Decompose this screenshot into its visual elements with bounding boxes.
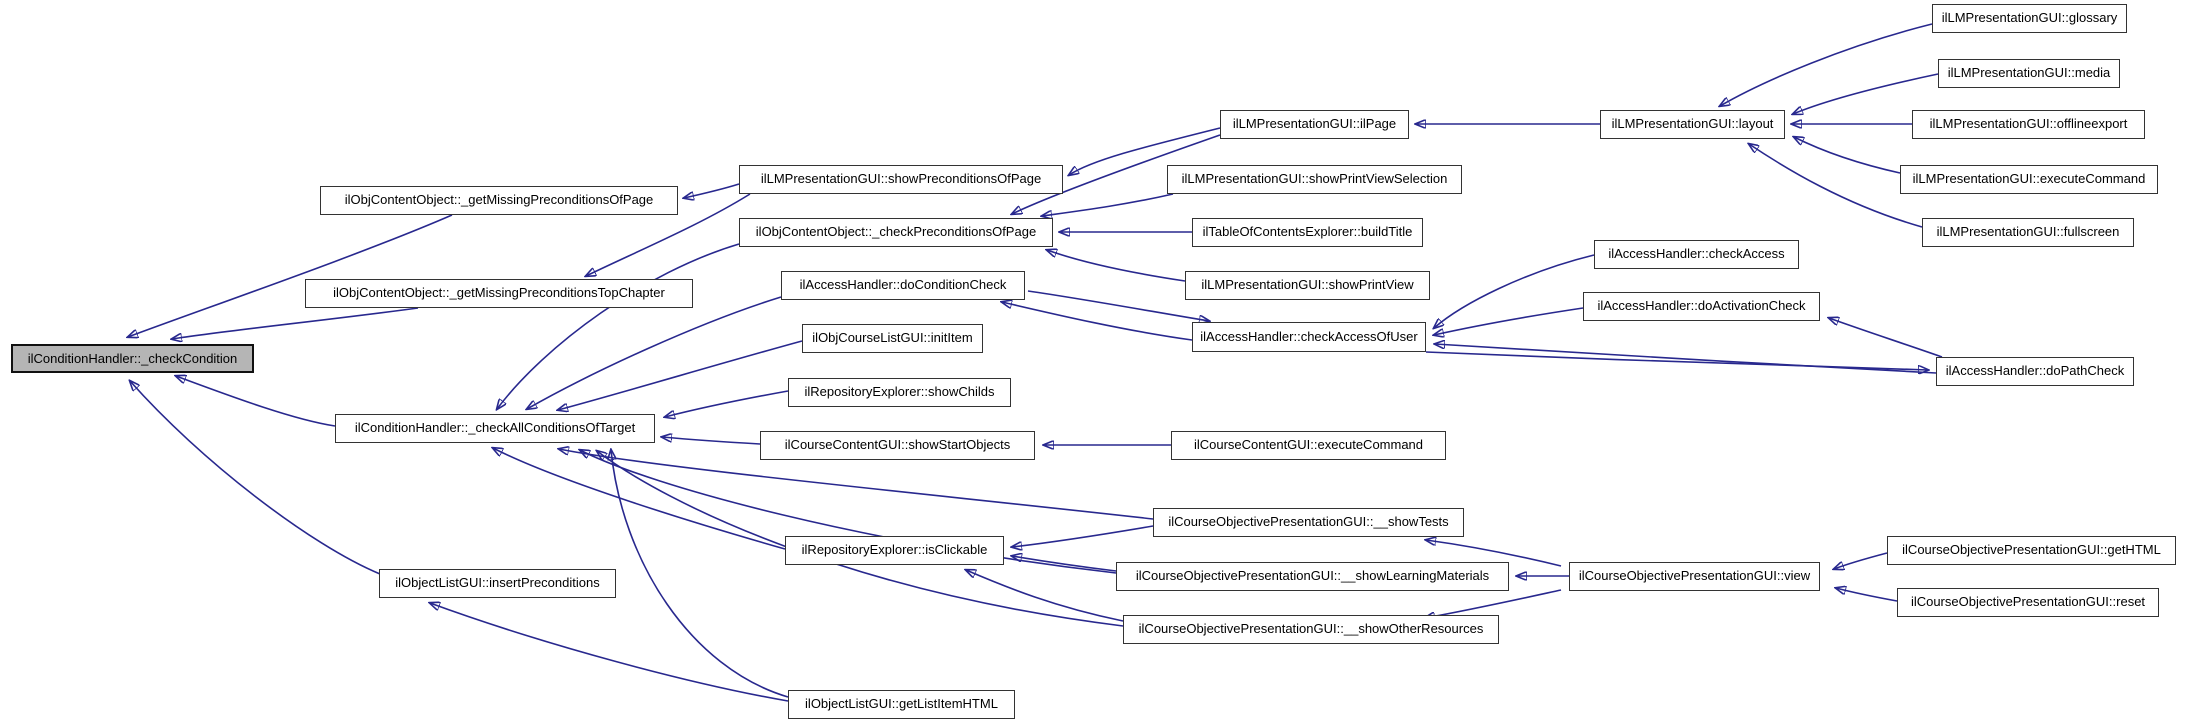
call-edge-showor-isclick <box>966 570 1123 621</box>
call-edge-docond-chkall <box>527 297 781 409</box>
graph-node-chkall[interactable]: ilConditionHandler::_checkAllConditionsOfTarget <box>335 414 655 443</box>
call-edge-chkacc-chkaou <box>1434 255 1594 328</box>
graph-node-showor[interactable]: ilCourseObjectivePresentationGUI::__showOtherResources <box>1123 615 1499 644</box>
graph-node-execcc[interactable]: ilCourseContentGUI::executeCommand <box>1171 431 1446 460</box>
call-edge-view-showor <box>1425 590 1561 618</box>
graph-node-execlm[interactable]: ilLMPresentationGUI::executeCommand <box>1900 165 2158 194</box>
call-edge-getlist-chkall <box>611 450 788 697</box>
graph-node-showtests[interactable]: ilCourseObjectivePresentationGUI::__showTests <box>1153 508 1464 537</box>
call-edge-docond-chkaou <box>1028 291 1209 321</box>
graph-node-insre[interactable]: ilObjectListGUI::insertPreconditions <box>379 569 616 598</box>
graph-node-showpvs[interactable]: ilLMPresentationGUI::showPrintViewSelection <box>1167 165 1462 194</box>
graph-node-isclick[interactable]: ilRepositoryExplorer::isClickable <box>785 536 1004 565</box>
call-edge-showlm-isclick <box>1012 556 1116 571</box>
graph-node-dopath[interactable]: ilAccessHandler::doPathCheck <box>1936 357 2134 386</box>
graph-node-showpv[interactable]: ilLMPresentationGUI::showPrintView <box>1185 271 1430 300</box>
graph-node-gmptc[interactable]: ilObjContentObject::_getMissingPreconditionsTopChapter <box>305 279 693 308</box>
graph-node-inititem[interactable]: ilObjCourseListGUI::initItem <box>802 324 983 353</box>
graph-node-fullscreen[interactable]: ilLMPresentationGUI::fullscreen <box>1922 218 2134 247</box>
call-edge-fullscreen-layout <box>1749 144 1922 227</box>
call-edge-glossary-layout <box>1720 24 1932 106</box>
graph-node-media[interactable]: ilLMPresentationGUI::media <box>1938 59 2120 88</box>
call-edge-chkaou-dopath <box>1426 352 1928 370</box>
graph-node-root[interactable]: ilConditionHandler::_checkCondition <box>11 344 254 373</box>
graph-node-getlist[interactable]: ilObjectListGUI::getListItemHTML <box>788 690 1015 719</box>
graph-node-layout[interactable]: ilLMPresentationGUI::layout <box>1600 110 1785 139</box>
call-edge-showpvs-chkpre <box>1042 194 1173 216</box>
call-edge-showpv-chkpre <box>1047 250 1185 281</box>
graph-node-showlm[interactable]: ilCourseObjectivePresentationGUI::__showLearningMaterials <box>1116 562 1509 591</box>
call-edge-isclick-chkall <box>493 448 785 549</box>
call-edge-inititem-chkall <box>558 341 802 410</box>
call-edge-getlist-insre <box>430 603 788 701</box>
graph-node-showchilds[interactable]: ilRepositoryExplorer::showChilds <box>788 378 1011 407</box>
call-edge-execlm-layout <box>1794 137 1900 173</box>
graph-node-reset[interactable]: ilCourseObjectivePresentationGUI::reset <box>1897 588 2159 617</box>
call-edge-dopath-doact <box>1829 318 1942 357</box>
graph-node-showstart[interactable]: ilCourseContentGUI::showStartObjects <box>760 431 1035 460</box>
call-edge-chkall-root <box>176 376 335 426</box>
graph-node-glossary[interactable]: ilLMPresentationGUI::glossary <box>1932 4 2127 33</box>
graph-node-doact[interactable]: ilAccessHandler::doActivationCheck <box>1583 292 1820 321</box>
graph-node-showpre[interactable]: ilLMPresentationGUI::showPreconditionsOfPage <box>739 165 1063 194</box>
call-edge-media-layout <box>1793 74 1938 114</box>
graph-node-gethtml[interactable]: ilCourseObjectivePresentationGUI::getHTML <box>1887 536 2176 565</box>
call-edge-showtests-isclick <box>1012 526 1153 547</box>
graph-node-offline[interactable]: ilLMPresentationGUI::offlineexport <box>1912 110 2145 139</box>
graph-node-view[interactable]: ilCourseObjectivePresentationGUI::view <box>1569 562 1820 591</box>
graph-node-buildtitle[interactable]: ilTableOfContentsExplorer::buildTitle <box>1192 218 1423 247</box>
call-edge-gmpop-root <box>128 215 452 337</box>
graph-node-gmpop[interactable]: ilObjContentObject::_getMissingPreconditionsOfPage <box>320 186 678 215</box>
call-edge-gethtml-view <box>1834 553 1887 569</box>
call-edge-gmptc-root <box>172 308 418 339</box>
call-edge-insre-root <box>130 381 380 574</box>
call-edge-showstart-chkall <box>662 437 760 444</box>
call-edge-dopath-chkaou <box>1435 344 1936 373</box>
graph-node-chkacc[interactable]: ilAccessHandler::checkAccess <box>1594 240 1799 269</box>
graph-node-chkpre[interactable]: ilObjContentObject::_checkPreconditionsOfPage <box>739 218 1053 247</box>
call-edge-chkaou-docond <box>1002 302 1192 340</box>
graph-node-ilpage[interactable]: ilLMPresentationGUI::ilPage <box>1220 110 1409 139</box>
graph-node-docond[interactable]: ilAccessHandler::doConditionCheck <box>781 271 1025 300</box>
call-edge-chkpre-chkall <box>497 244 739 409</box>
call-edge-showpre-gmpop <box>684 184 739 198</box>
call-edge-reset-view <box>1836 588 1897 601</box>
graph-node-chkaou[interactable]: ilAccessHandler::checkAccessOfUser <box>1192 322 1426 352</box>
call-edge-showchilds-chkall <box>665 391 788 417</box>
